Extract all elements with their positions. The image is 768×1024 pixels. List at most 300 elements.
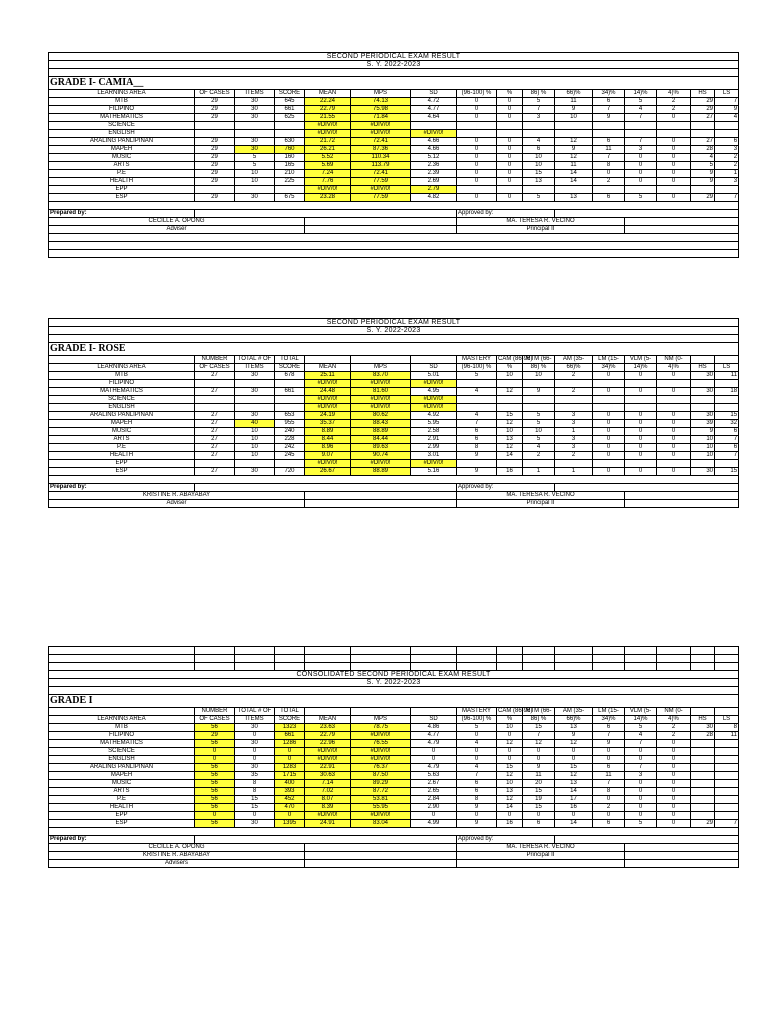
data-cell (275, 396, 305, 404)
rose-table (48, 318, 739, 508)
data-cell: 245 (275, 452, 305, 460)
learning-area-cell: MATHEMATICS (49, 114, 195, 122)
data-cell: 0 (657, 372, 691, 380)
data-cell: 16 (497, 820, 523, 828)
data-cell (497, 122, 523, 130)
data-cell: 0 (657, 804, 691, 812)
table-row (49, 404, 739, 412)
data-cell: 2.69 (411, 178, 457, 186)
data-cell: 72.41 (351, 170, 411, 178)
data-cell: 4 (523, 138, 555, 146)
data-cell: 2.99 (411, 444, 457, 452)
data-cell: 80.62 (351, 412, 411, 420)
data-cell: 0 (657, 468, 691, 476)
data-cell (715, 780, 739, 788)
data-cell: 27 (691, 138, 715, 146)
data-cell: 87.36 (351, 146, 411, 154)
table-row (49, 138, 739, 146)
data-cell (691, 788, 715, 796)
data-cell: 11 (593, 772, 625, 780)
table-row (49, 724, 739, 732)
data-cell (625, 460, 657, 468)
data-cell: 0 (593, 170, 625, 178)
data-cell: 0 (497, 98, 523, 106)
data-cell: #DIV/0! (305, 186, 351, 194)
data-cell: 3 (715, 178, 739, 186)
data-cell: 0 (625, 388, 657, 396)
data-cell: 14 (497, 452, 523, 460)
data-cell: 15 (497, 412, 523, 420)
data-cell: 7 (593, 154, 625, 162)
learning-area-cell: FILIPINO (49, 732, 195, 740)
data-cell: 12 (555, 740, 593, 748)
data-cell: 400 (275, 780, 305, 788)
data-cell (235, 186, 275, 194)
table-row (49, 460, 739, 468)
table-row (49, 812, 739, 820)
data-cell: 29 (195, 154, 235, 162)
data-cell: 27 (195, 428, 235, 436)
data-cell: 3.01 (411, 452, 457, 460)
data-cell: 8 (593, 162, 625, 170)
column-header (411, 708, 457, 716)
data-cell: 30 (235, 740, 275, 748)
data-cell: 23.28 (305, 194, 351, 202)
data-cell: 29 (691, 820, 715, 828)
column-header (305, 708, 351, 716)
data-cell: 0 (497, 178, 523, 186)
data-cell: 12 (497, 444, 523, 452)
data-cell: 4.66 (411, 138, 457, 146)
table-row (49, 788, 739, 796)
data-cell (457, 396, 497, 404)
data-cell: 6 (593, 820, 625, 828)
data-cell (555, 380, 593, 388)
data-cell: 4.66 (411, 146, 457, 154)
data-cell: 7.02 (305, 788, 351, 796)
data-cell: 10 (235, 452, 275, 460)
data-cell: 0 (523, 748, 555, 756)
data-cell: 16 (555, 804, 593, 812)
data-cell: 5 (235, 154, 275, 162)
data-cell: 4.79 (411, 764, 457, 772)
table-row (49, 372, 739, 380)
data-cell: 4 (457, 764, 497, 772)
data-cell: 10 (555, 114, 593, 122)
learning-area-cell: SCIENCE (49, 122, 195, 130)
learning-area-cell: P.E (49, 170, 195, 178)
data-cell: 0 (593, 452, 625, 460)
data-cell: 20 (523, 780, 555, 788)
table-row (49, 796, 739, 804)
data-cell: 0 (657, 788, 691, 796)
data-cell: 0 (555, 812, 593, 820)
data-cell (235, 404, 275, 412)
column-header: SCORE (275, 716, 305, 724)
data-cell (657, 460, 691, 468)
column-header: MPS (351, 90, 411, 98)
data-cell: 7 (593, 732, 625, 740)
data-cell (497, 130, 523, 138)
data-cell (195, 130, 235, 138)
data-cell: 84.44 (351, 436, 411, 444)
data-cell: 4.99 (411, 820, 457, 828)
data-cell: 15 (715, 468, 739, 476)
column-header: 4)% (657, 716, 691, 724)
data-cell: 0 (657, 780, 691, 788)
data-cell: 12 (497, 420, 523, 428)
data-cell: 35 (235, 772, 275, 780)
data-cell: 2 (523, 452, 555, 460)
data-cell: 8 (457, 444, 497, 452)
data-cell (457, 130, 497, 138)
data-cell (555, 186, 593, 194)
data-cell: 56 (195, 796, 235, 804)
column-header: MEAN (305, 716, 351, 724)
learning-area-cell: SCIENCE (49, 396, 195, 404)
data-cell: 5.69 (305, 162, 351, 170)
data-cell (715, 186, 739, 194)
table-row (49, 756, 739, 764)
data-cell: 4 (457, 740, 497, 748)
data-cell: 8 (715, 724, 739, 732)
data-cell: 393 (275, 788, 305, 796)
table-row (49, 122, 739, 130)
data-cell (715, 380, 739, 388)
data-cell: 0 (195, 812, 235, 820)
data-cell (715, 122, 739, 130)
adviser-role: Adviser (49, 226, 305, 234)
adviser-role: Adviser (49, 500, 305, 508)
data-cell (235, 130, 275, 138)
data-cell: 30 (235, 764, 275, 772)
data-cell: 30 (235, 724, 275, 732)
data-cell: 9 (523, 764, 555, 772)
data-cell: 0 (497, 812, 523, 820)
data-cell: 30 (235, 412, 275, 420)
data-cell: 11 (523, 772, 555, 780)
data-cell: 0 (657, 444, 691, 452)
data-cell: 7 (715, 452, 739, 460)
data-cell: 28 (691, 146, 715, 154)
data-cell: 81.60 (351, 388, 411, 396)
data-cell: 71.84 (351, 114, 411, 122)
column-header: LEARNING AREA (49, 716, 195, 724)
learning-area-cell: MAPEH (49, 772, 195, 780)
data-cell (457, 122, 497, 130)
data-cell: 56 (195, 724, 235, 732)
data-cell: 4 (457, 412, 497, 420)
learning-area-cell: ARTS (49, 788, 195, 796)
table-row (49, 772, 739, 780)
data-cell: 0 (235, 748, 275, 756)
data-cell: 0 (657, 428, 691, 436)
data-cell: 30 (691, 724, 715, 732)
data-cell: 2.91 (411, 436, 457, 444)
data-cell (195, 186, 235, 194)
data-cell: 3 (625, 772, 657, 780)
column-header: 66)% (555, 716, 593, 724)
data-cell: #DIV/0! (411, 404, 457, 412)
data-cell (625, 404, 657, 412)
data-cell: 0 (625, 452, 657, 460)
data-cell: 6 (715, 428, 739, 436)
data-cell: 10 (235, 444, 275, 452)
data-cell: 0 (497, 114, 523, 122)
data-cell: 0 (275, 812, 305, 820)
data-cell: 22.79 (305, 732, 351, 740)
data-cell: 2 (715, 162, 739, 170)
data-cell: 5 (625, 724, 657, 732)
data-cell: 6 (593, 764, 625, 772)
data-cell: 8.44 (305, 436, 351, 444)
learning-area-cell: ENGLISH (49, 756, 195, 764)
prepared-by-label: Prepared by: (49, 836, 195, 844)
column-header: 86) % (523, 716, 555, 724)
data-cell: 29 (195, 732, 235, 740)
column-header: LS (715, 90, 739, 98)
learning-area-cell: MTB (49, 724, 195, 732)
data-cell (523, 460, 555, 468)
data-cell: 29 (691, 106, 715, 114)
data-cell (657, 380, 691, 388)
column-header: VLM (5- (625, 356, 657, 364)
data-cell: 8 (457, 796, 497, 804)
column-header: SD (411, 90, 457, 98)
data-cell: 27 (195, 452, 235, 460)
data-cell: 0 (625, 372, 657, 380)
data-cell: #DIV/0! (351, 122, 411, 130)
data-cell: 22.24 (305, 98, 351, 106)
column-header: LEARNING AREA (49, 90, 195, 98)
data-cell: 39 (691, 420, 715, 428)
data-cell: 110.34 (351, 154, 411, 162)
table-row (49, 146, 739, 154)
data-cell: 6 (457, 788, 497, 796)
data-cell (497, 380, 523, 388)
data-cell: 9 (555, 146, 593, 154)
data-cell: 30.63 (305, 772, 351, 780)
learning-area-cell: MATHEMATICS (49, 740, 195, 748)
data-cell (235, 380, 275, 388)
data-cell (593, 404, 625, 412)
data-cell: 13 (555, 194, 593, 202)
data-cell: 77.59 (351, 178, 411, 186)
data-cell (523, 122, 555, 130)
data-cell: 0 (497, 146, 523, 154)
data-cell: 0 (593, 756, 625, 764)
data-cell (523, 404, 555, 412)
data-cell: 29 (195, 146, 235, 154)
column-header: NUMBER (195, 356, 235, 364)
data-cell (691, 130, 715, 138)
learning-area-cell: P.E (49, 444, 195, 452)
data-cell: 10 (691, 452, 715, 460)
data-cell: 0 (657, 796, 691, 804)
data-cell: 27 (195, 412, 235, 420)
data-cell (235, 396, 275, 404)
column-header: AM (35- (555, 708, 593, 716)
data-cell (593, 122, 625, 130)
data-cell: 0 (497, 106, 523, 114)
data-cell: 470 (275, 804, 305, 812)
table-row (49, 98, 739, 106)
data-cell: 0 (657, 170, 691, 178)
data-cell: 1 (715, 170, 739, 178)
data-cell: 72.41 (351, 138, 411, 146)
data-cell: 12 (555, 138, 593, 146)
data-cell: 0 (625, 812, 657, 820)
school-year: S. Y. 2022-2023 (49, 679, 739, 687)
data-cell: 9 (715, 106, 739, 114)
table-header-row (49, 364, 739, 372)
data-cell: 53.81 (351, 796, 411, 804)
school-year: S. Y. 2022-2023 (49, 61, 739, 69)
column-header (49, 356, 195, 364)
data-cell: 0 (411, 748, 457, 756)
table-row (49, 428, 739, 436)
data-cell: 9 (555, 732, 593, 740)
data-cell: 89.29 (351, 780, 411, 788)
data-cell (555, 122, 593, 130)
data-cell: 7 (625, 764, 657, 772)
data-cell: 11 (555, 98, 593, 106)
data-cell: 5 (625, 194, 657, 202)
data-cell: 0 (657, 154, 691, 162)
data-cell: 0 (457, 106, 497, 114)
learning-area-cell: ARALING PANLIPINAN (49, 764, 195, 772)
data-cell (691, 186, 715, 194)
grade-section-label: GRADE I- CAMIA__ (49, 77, 739, 90)
data-cell: 83.70 (351, 372, 411, 380)
table-row (49, 380, 739, 388)
table-row (49, 194, 739, 202)
column-header: CAM (86-96) (498, 708, 533, 714)
data-cell: 12 (497, 388, 523, 396)
data-cell (657, 404, 691, 412)
data-cell: 0 (593, 412, 625, 420)
data-cell: 9 (457, 804, 497, 812)
data-cell: 4 (457, 388, 497, 396)
data-cell: 27 (195, 444, 235, 452)
data-cell: 15 (235, 804, 275, 812)
data-cell: 5 (457, 724, 497, 732)
data-cell (625, 396, 657, 404)
column-header (305, 356, 351, 364)
data-cell: #DIV/0! (411, 130, 457, 138)
data-cell: 24.91 (305, 820, 351, 828)
data-cell (275, 404, 305, 412)
data-cell (715, 756, 739, 764)
data-cell: 0 (235, 812, 275, 820)
data-cell (691, 380, 715, 388)
data-cell: 7 (715, 436, 739, 444)
data-cell: 0 (657, 138, 691, 146)
data-cell (555, 130, 593, 138)
data-cell: 7 (715, 98, 739, 106)
data-cell (715, 788, 739, 796)
data-cell: 0 (657, 764, 691, 772)
data-cell: #DIV/0! (411, 460, 457, 468)
data-cell: 2 (657, 98, 691, 106)
table-row (49, 170, 739, 178)
data-cell: 0 (625, 436, 657, 444)
data-cell: 23.63 (305, 724, 351, 732)
data-cell: 18 (715, 388, 739, 396)
learning-area-cell: HEALTH (49, 178, 195, 186)
data-cell: 27 (195, 436, 235, 444)
data-cell (457, 460, 497, 468)
data-cell: 6 (715, 444, 739, 452)
data-cell: 5 (523, 420, 555, 428)
data-cell: #DIV/0! (351, 186, 411, 194)
column-header: MEAN (305, 90, 351, 98)
data-cell: 7 (625, 114, 657, 122)
learning-area-cell: MATHEMATICS (49, 388, 195, 396)
data-cell: 27 (195, 420, 235, 428)
data-cell (555, 404, 593, 412)
data-cell: 22.96 (305, 740, 351, 748)
table-row (49, 396, 739, 404)
data-cell: 29 (195, 98, 235, 106)
data-cell: 30 (691, 468, 715, 476)
data-cell (275, 122, 305, 130)
data-cell: 5 (523, 194, 555, 202)
data-cell: 0 (457, 178, 497, 186)
data-cell: 2.67 (411, 780, 457, 788)
data-cell: 6 (457, 428, 497, 436)
learning-area-cell: MUSIC (49, 780, 195, 788)
data-cell: 0 (625, 428, 657, 436)
table-row (49, 732, 739, 740)
data-cell: 7.24 (305, 170, 351, 178)
data-cell: 87.72 (351, 788, 411, 796)
data-cell: 2 (657, 732, 691, 740)
learning-area-cell: HEALTH (49, 804, 195, 812)
data-cell: 6 (523, 146, 555, 154)
data-cell: 3 (715, 146, 739, 154)
data-cell (715, 404, 739, 412)
data-cell (235, 122, 275, 130)
data-cell: 4.77 (411, 732, 457, 740)
data-cell: 30 (691, 388, 715, 396)
data-cell: 22.79 (305, 106, 351, 114)
data-cell: 0 (555, 748, 593, 756)
column-header: OF CASES (195, 364, 235, 372)
data-cell: 9 (457, 452, 497, 460)
data-cell: 9 (593, 740, 625, 748)
learning-area-cell: EPP (49, 186, 195, 194)
data-cell (691, 764, 715, 772)
data-cell: 56 (195, 772, 235, 780)
data-cell: 75.98 (351, 106, 411, 114)
data-cell: 4.79 (411, 740, 457, 748)
data-cell: 88.43 (351, 420, 411, 428)
data-cell: 90.74 (351, 452, 411, 460)
column-header: HS (691, 90, 715, 98)
data-cell: 661 (275, 732, 305, 740)
data-cell: 675 (275, 194, 305, 202)
principal-role: Principal II (457, 226, 625, 234)
data-cell (691, 756, 715, 764)
data-cell: 0 (457, 748, 497, 756)
data-cell: 83.04 (351, 820, 411, 828)
data-cell: 29 (195, 162, 235, 170)
data-cell: 0 (657, 748, 691, 756)
data-cell: 27 (691, 114, 715, 122)
data-cell: 0 (593, 388, 625, 396)
data-cell: 9 (555, 106, 593, 114)
